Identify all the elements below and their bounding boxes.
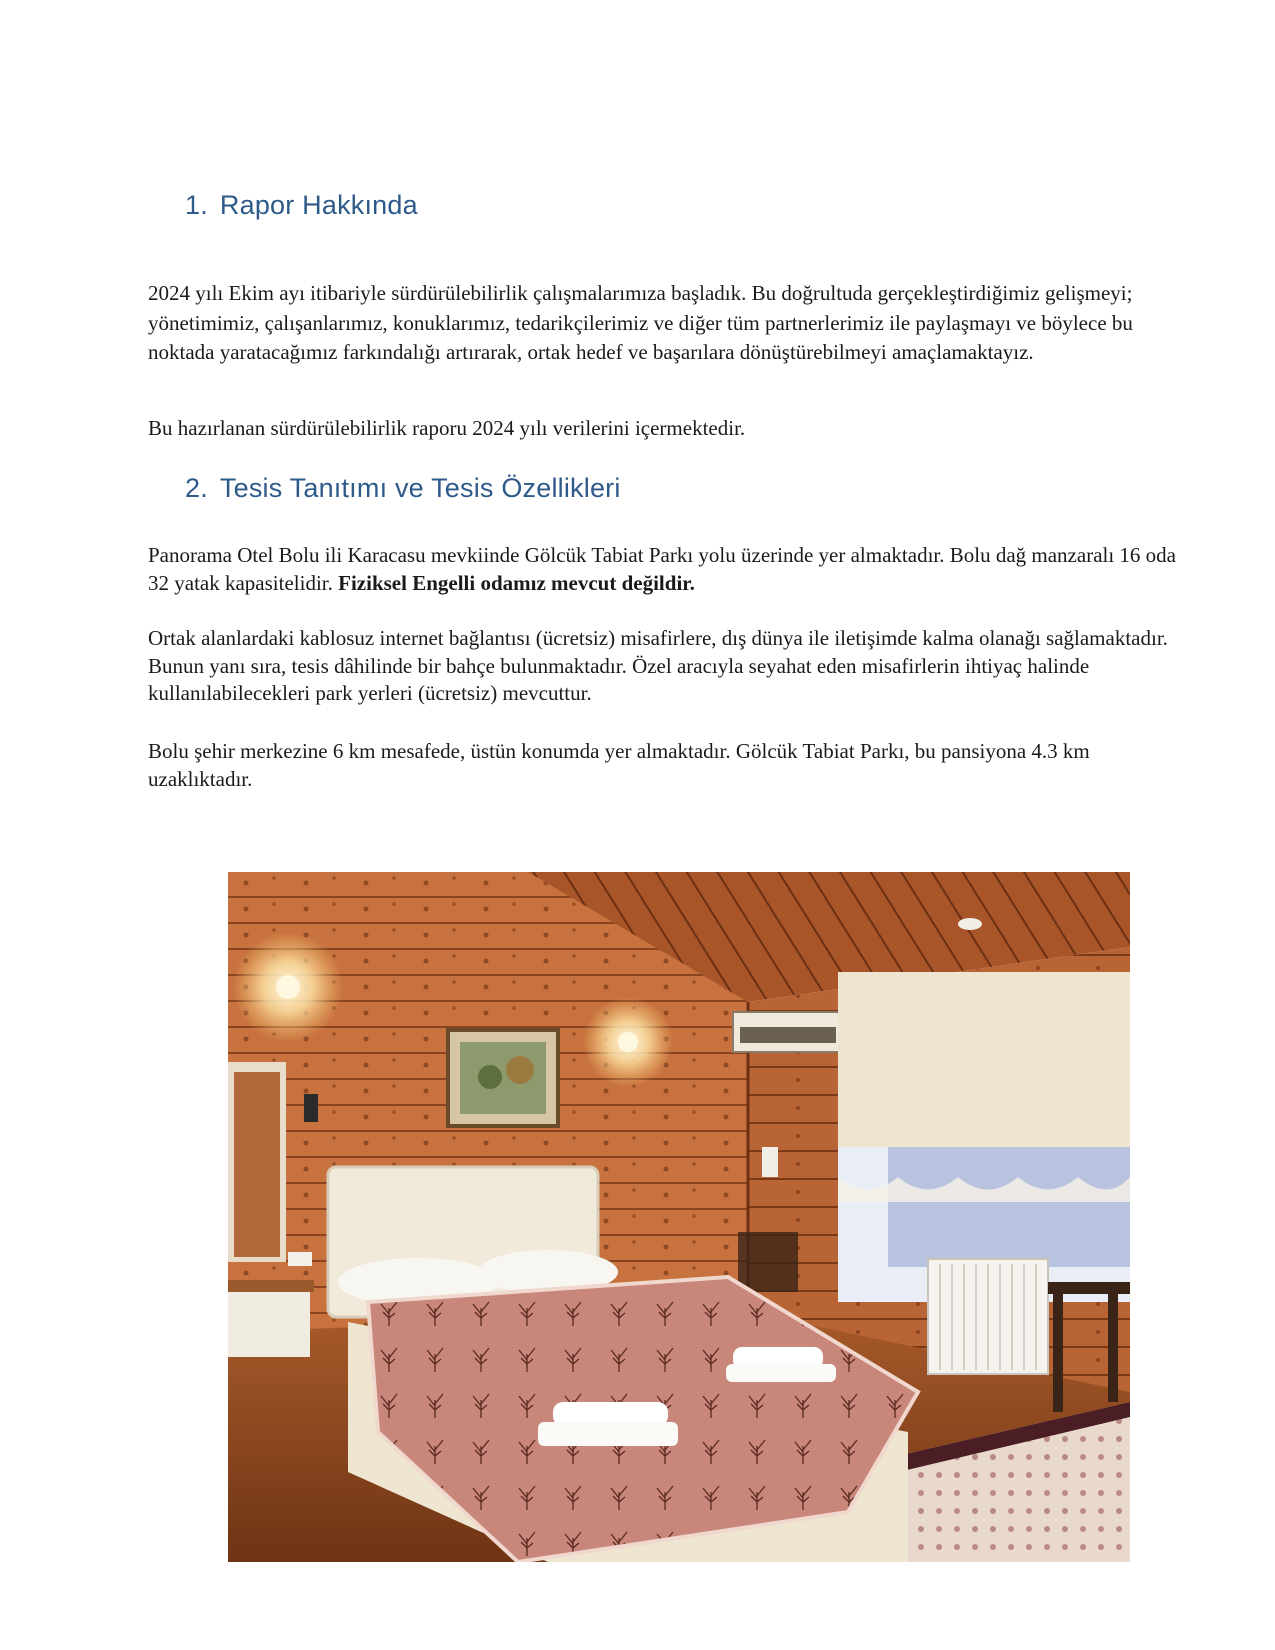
hotel-room-photo (228, 872, 1130, 1562)
paragraph-report-scope: Bu hazırlanan sürdürülebilirlik raporu 2024 yılı verilerini içermektedir. (148, 416, 746, 440)
section-number: 2. (185, 473, 208, 503)
paragraph-facility-distance: Bolu şehir merkezine 6 km mesafede, üstün konumda yer almaktadır. Gölcük Tabiat Parkı, bu pansiyona 4.3 km uzaklıktadır. (148, 739, 1090, 791)
section-title: Rapor Hakkında (219, 190, 418, 220)
accessibility-notice: Fiziksel Engelli odamız mevcut değildir. (338, 570, 695, 595)
paragraph-facility-amenities: Ortak alanlardaki kablosuz internet bağlantısı (ücretsiz) misafirlere, dış dünya ile iletişimde kalma olanağı sağlamaktadır. Bunun yanı sıra, tesis dâhilinde bir bahçe bulunmaktadır. Özel aracıyla seyahat eden misafirlerin ihtiyaç halinde kullanılabilecekleri park yerleri (ücretsiz) mevcuttur. (148, 626, 1168, 705)
section-number: 1. (185, 190, 208, 220)
paragraph-report-intro: 2024 yılı Ekim ayı itibariyle sürdürülebilirlik çalışmalarımıza başladık. Bu doğrultuda gerçekleştirdiğimiz gelişmeyi; yönetimimiz, çalışanlarımız, konuklarımız, tedarikçilerimiz ve diğer tüm partnerlerimiz ile paylaşmayı ve böylece bu noktada yaratacağımız farkındalığı artırarak, ortak hedef ve başarılara dönüştürebilmeyi amaçlamaktayız. (148, 281, 1133, 364)
facility-capacity-text: Panorama Otel Bolu ili Karacasu mevkiinde Gölcük Tabiat Parkı yolu üzerinde yer almaktadır. Bolu dağ manzaralı 16 oda 32 yatak kapasitelidir. (148, 543, 1177, 595)
section-heading-tesis (185, 473, 621, 504)
paragraph-facility-location (148, 542, 1193, 597)
section-title: Tesis Tanıtımı ve Tesis Özellikleri (219, 473, 621, 503)
section-heading-rapor (185, 190, 418, 221)
